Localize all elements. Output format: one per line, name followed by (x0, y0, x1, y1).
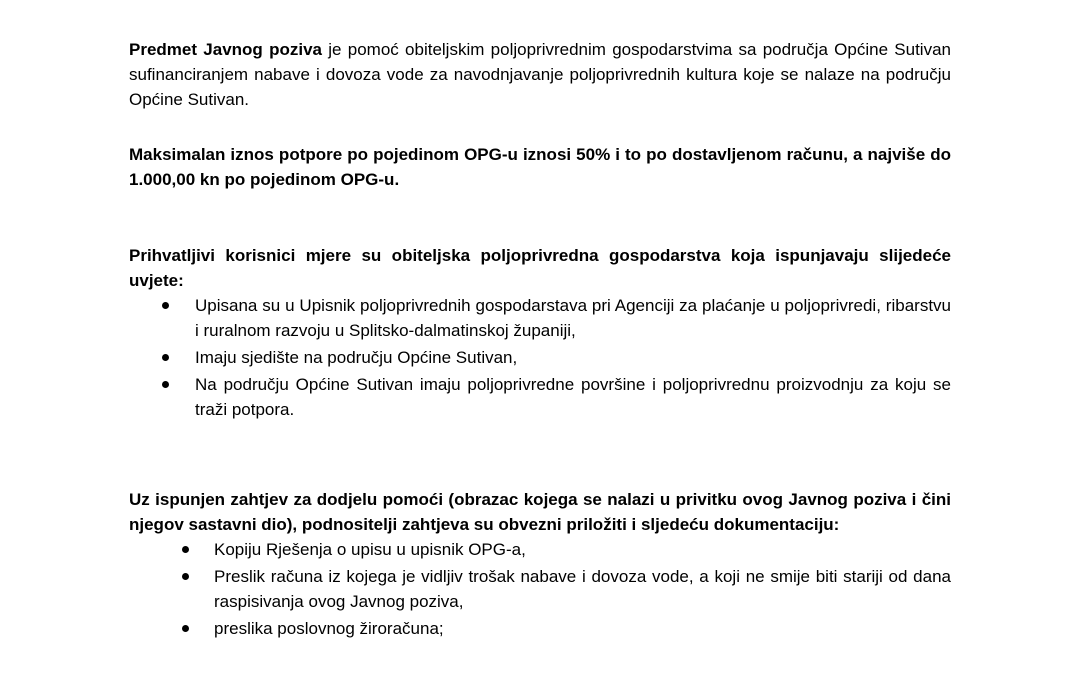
bullet-icon (182, 573, 189, 580)
list-item-text: preslika poslovnog žiroračuna; (214, 619, 444, 638)
list-item (129, 293, 951, 343)
list-item-text: Preslik računa iz kojega je vidljiv trošak nabave i dovoza vode, a koji ne smije biti stariji od dana raspisivanja ovog Javnog poziva, (214, 567, 951, 611)
list-item (129, 616, 951, 641)
paragraph-subject (129, 37, 951, 112)
max-amount-text: Maksimalan iznos potpore po pojedinom OPG-u iznosi 50% i to po dostavljenom računu, a najviše do 1.000,00 kn po pojedinom OPG-u. (129, 145, 951, 189)
list-item-text: Kopiju Rješenja o upisu u upisnik OPG-a, (214, 540, 526, 559)
bullet-icon (162, 354, 169, 361)
documents-list (129, 537, 951, 641)
subject-text (129, 37, 951, 112)
list-item (129, 372, 951, 422)
section-required-documents (129, 487, 951, 643)
paragraph-max-amount (129, 142, 951, 192)
section-eligible-users (129, 243, 951, 424)
list-item (129, 345, 951, 370)
bullet-icon (182, 625, 189, 632)
bullet-icon (182, 546, 189, 553)
list-item (129, 564, 951, 614)
list-item-text: Upisana su u Upisnik poljoprivrednih gospodarstava pri Agenciji za plaćanje u poljoprivredi, ribarstvu i ruralnom razvoju u Splitsko-dalmatinskoj županiji, (195, 296, 951, 340)
documents-heading: Uz ispunjen zahtjev za dodjelu pomoći (obrazac kojega se nalazi u privitku ovog Javnog poziva i čini njegov sastavni dio), podnositelji zahtjeva su obvezni priložiti i sljedeću dokumentaciju: (129, 490, 951, 534)
bullet-icon (162, 381, 169, 388)
eligible-list (129, 293, 951, 422)
subject-lead: Predmet Javnog poziva (129, 40, 322, 59)
bullet-icon (162, 302, 169, 309)
subject-rest: je pomoć obiteljskim poljoprivrednim gospodarstvima sa područja Općine Sutivan sufinanciranjem nabave i dovoza vode za navodnjavanje poljoprivrednih kultura koje se nalaze na području Općine Sutivan. (129, 40, 951, 109)
list-item-text: Na području Općine Sutivan imaju poljoprivredne površine i poljoprivrednu proizvodnju za koju se traži potpora. (195, 375, 951, 419)
list-item (129, 537, 951, 562)
list-item-text: Imaju sjedište na području Općine Sutivan, (195, 348, 518, 367)
eligible-heading: Prihvatljivi korisnici mjere su obiteljska poljoprivredna gospodarstva koja ispunjavaju slijedeće uvjete: (129, 246, 951, 290)
